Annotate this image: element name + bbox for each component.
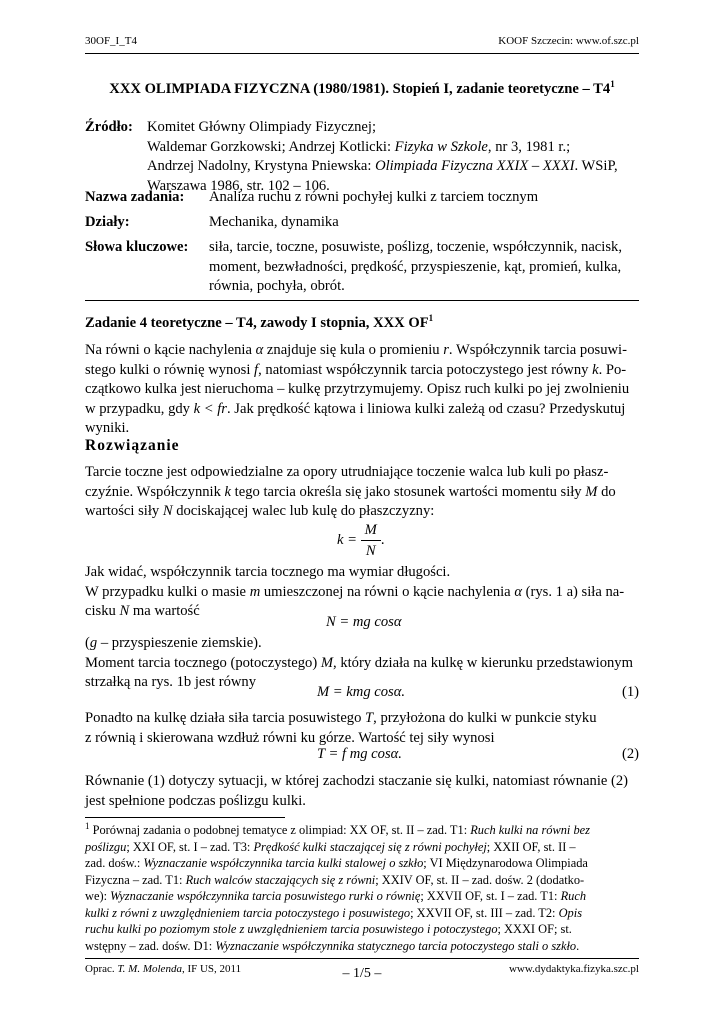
solution-p4: (g – przyspieszenie ziemskie). Moment tarcia tocznego (potoczystego) M, który działa na kulkę w kierunku przedstawionym strzałką na rys. 1b jest równy bbox=[85, 635, 633, 690]
keywords-label: Słowa kluczowe: bbox=[85, 239, 189, 255]
source-list: Komitet Główny Olimpiady Fizycznej; Waldemar Gorzkowski; Andrzej Kotlicki: Fizyka w Szkole, nr 3, 1981 r.; Andrzej Nadolny, Krystyna Pniewska: Olimpiada Fizyczna XXIX – XXXI. WSiP, Warszawa 1986, str. 102 – 106. bbox=[147, 119, 618, 194]
task-text: Na równi o kącie nachylenia α znajduje się kula o promieniu r. Współczynnik tarcia posuwi- stego kulki o równię wynosi f, natomiast współczynnik tarcia potoczystego jest równy k. Po- czątkowo kulka jest nieruchoma – kulkę przytrzymujemy. Opisz ruch kulki po jej zwolnieniu w przypadku, gdy k < fr. Jak prędkość kątowa i liniowa kulki zależą od czasu? Przedyskutuj wyniki. bbox=[85, 342, 630, 436]
footer-right: www.dydaktyka.fizyka.szc.pl bbox=[508, 963, 639, 975]
equation-2: T = f mg cosα. bbox=[317, 746, 402, 762]
equation-N: N = mg cosα bbox=[326, 614, 402, 630]
page-number: – 1/5 – bbox=[342, 966, 382, 981]
sections-value: Mechanika, dynamika bbox=[209, 214, 339, 230]
solution-p2: Jak widać, współczynnik tarcia tocznego ma wymiar długości. W przypadku kulki o masie m umieszczonej na równi o kącie nachylenia α (rys. 1 a) siła na- cisku N ma wartość bbox=[85, 564, 625, 619]
solution-heading: Rozwiązanie bbox=[85, 437, 180, 454]
equation-k: k = $\frac{M}{N}$ . bbox=[337, 522, 385, 559]
solution-p1: Tarcie toczne jest odpowiedzialne za opory utrudniające toczenie walca lub kuli po płasz- czyźnie. Współczynnik k tego tarcia określa się jako stosunek wartości momentu siły M do wartości siły N dociskającej walec lub kulę do płaszczyzny: bbox=[85, 464, 616, 519]
footnote-rule bbox=[85, 817, 285, 818]
page-title: XXX OLIMPIADA FIZYCZNA (1980/1981). Stopień I, zadanie teoretyczne – $T4^1$ bbox=[109, 79, 615, 97]
meta-rule bbox=[85, 300, 639, 301]
footer-left: Oprac. T. M. Molenda, IF US, 2011 bbox=[85, 963, 242, 975]
solution-p6: Ponadto na kulkę działa siła tarcia posuwistego T, przyłożona do kulki w punkcie styku z równią i skierowana wzdłuż równi ku górze. Wartość tej siły wynosi bbox=[85, 710, 597, 746]
header-left: 30OF_I_T4 bbox=[85, 35, 137, 47]
keywords-value: siła, tarcie, toczne, posuwiste, poślizg, toczenie, współczynnik, nacisk, moment, bezwładności, prędkość, przyspieszenie, kąt, promień, kulka, równia, pochyła, obrót. bbox=[209, 239, 622, 294]
equation-2-number: (2) bbox=[621, 746, 639, 762]
task-name-label: Nazwa zadania: bbox=[85, 189, 185, 205]
footnote: $^1$ Porównaj zadania o podobnej tematyce z olimpiad: XX OF, st. II – zad. T1: Ruch kulki na równi bez poślizgu; XXI OF, st. I – zad. T3: Prędkość kulki staczającej się z równi pochyłej; XXII OF, st. II – zad. dośw.: Wyznaczanie współczynnika tarcia kulki stalowej o szkło; VI Międzynarodowa Olimpiada Fizyczna – zad. T1: Ruch walców staczających się z równi; XXIV OF, st. II – zad. dośw. 2 (dodatko- we): Wyznaczanie współczynnika tarcia posuwistego rurki o równię; XXVII OF, st. I – zad. T1: Ruch kulki z równi z uwzględnieniem tarcia potoczystego i posuwistego; XXVII OF, st. III – zad. T2: Opis ruchu kulki po poziomym stole z uwzględnieniem tarcia posuwistego i potoczystego; XXXI OF; st. wstępny – zad. dośw. D1: Wyznaczanie współczynnika statycznego tarcia potoczystego stali o szkło. bbox=[85, 820, 590, 953]
sections-label: Działy: bbox=[85, 214, 130, 230]
solution-p7: Równanie (1) dotyczy sytuacji, w której zachodzi staczanie się kulki, natomiast równanie (2) jest spełnione podczas poślizgu kulki. bbox=[85, 773, 629, 809]
task-heading: Zadanie 4 teoretyczne – T4, zawody I stopnia, XXX $OF^1$ bbox=[85, 313, 434, 331]
footer-rule bbox=[85, 958, 639, 959]
task-name-value: Analiza ruchu z równi pochyłej kulki z tarciem tocznym bbox=[209, 189, 539, 205]
header-rule bbox=[85, 53, 639, 54]
equation-1: M = kmg cosα. bbox=[317, 684, 406, 700]
equation-1-number: (1) bbox=[621, 684, 639, 700]
header-right: KOOF Szczecin: www.of.szc.pl bbox=[498, 35, 639, 47]
source-label: Źródło: bbox=[85, 119, 133, 135]
